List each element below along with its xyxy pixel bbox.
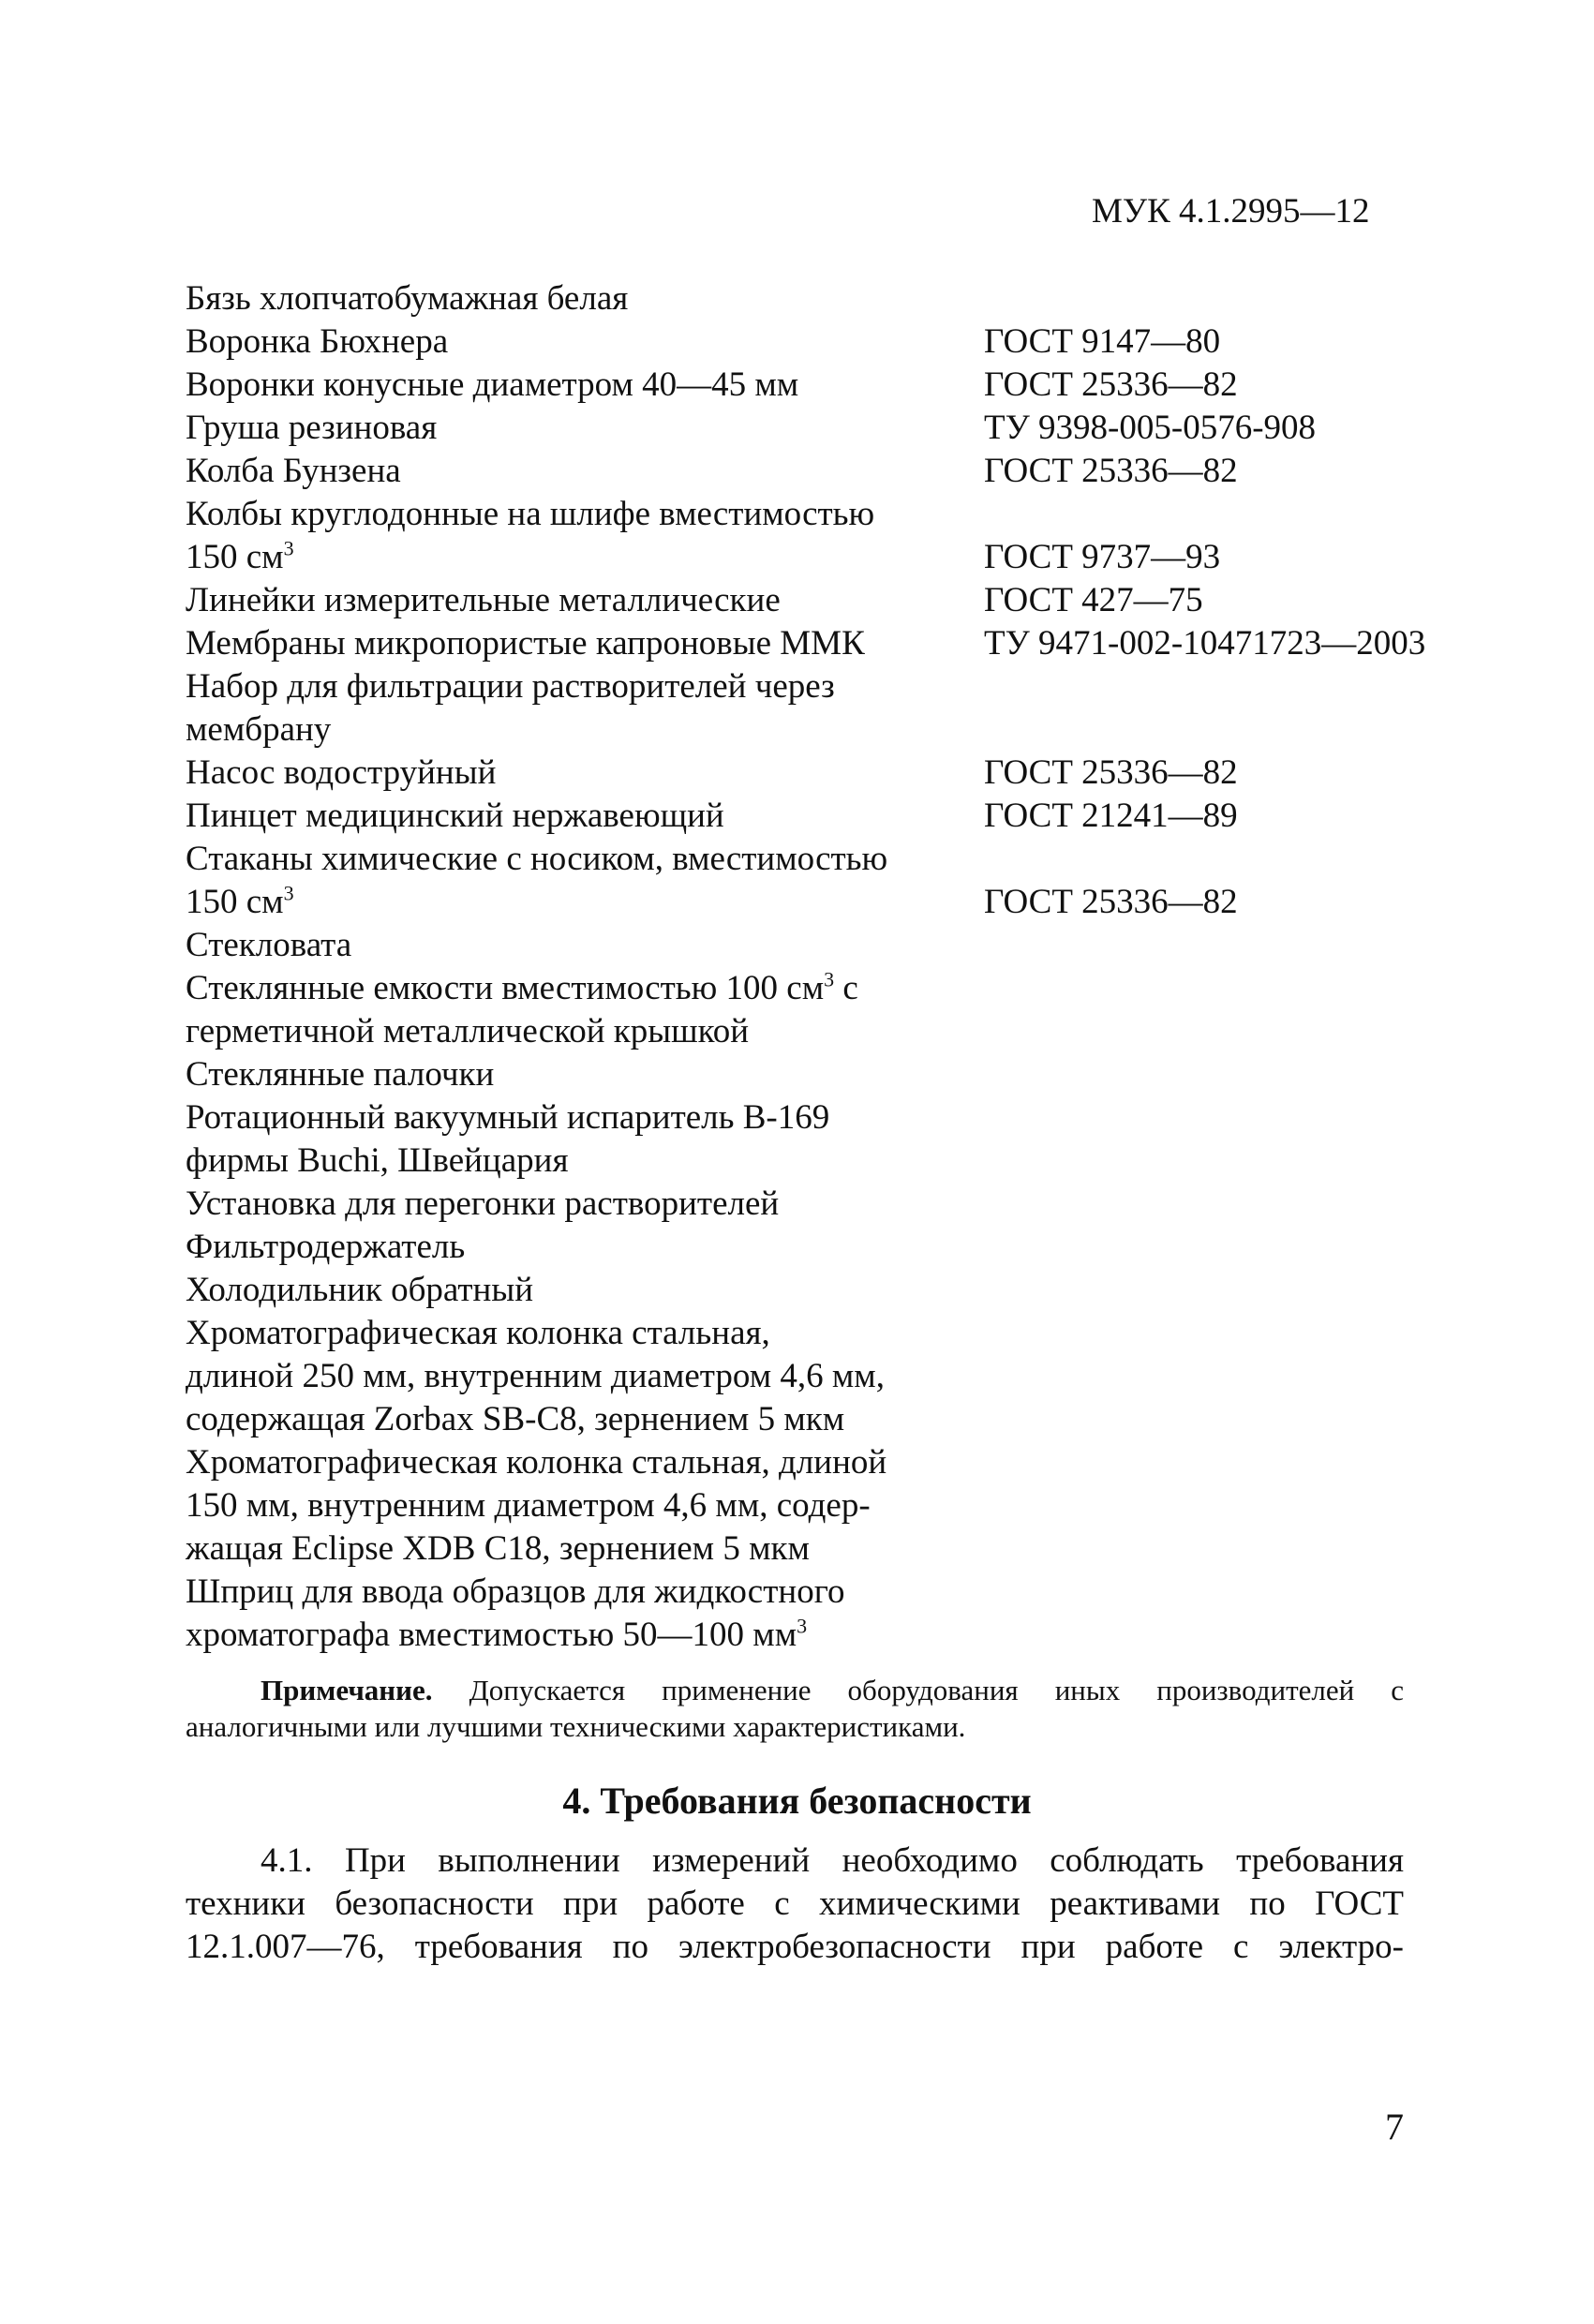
equipment-name-text: Колбы круглодонные на шлифе вместимостью xyxy=(186,495,875,533)
equipment-item xyxy=(186,1096,1451,1183)
equipment-item xyxy=(186,320,1451,364)
equipment-name-line xyxy=(186,364,991,407)
equipment-name-text: Набор для фильтрации растворителей через xyxy=(186,667,835,706)
equipment-name-line xyxy=(186,320,991,364)
note-text: Допускается применение оборудования иных производителей с аналогичными или лучшими техническими характеристиками. xyxy=(186,1674,1404,1743)
equipment-name xyxy=(186,407,991,450)
equipment-name-text: Фильтродержатель xyxy=(186,1228,466,1266)
equipment-item xyxy=(186,924,1451,967)
equipment-standard: ГОСТ 21241—89 xyxy=(984,797,1238,835)
equipment-name-text: Шприц для ввода образцов для жидкостного xyxy=(186,1572,845,1611)
equipment-item xyxy=(186,795,1451,838)
equipment-name xyxy=(186,364,991,407)
equipment-name-text: Хроматографическая колонка стальная, xyxy=(186,1314,770,1352)
equipment-name-line xyxy=(186,881,991,924)
equipment-standard: ТУ 9471-002-10471723—2003 xyxy=(984,624,1426,663)
equipment-item xyxy=(186,493,1451,579)
equipment-name-text: 150 мм, внутренним диаметром 4,6 мм, содер- xyxy=(186,1486,871,1525)
equipment-item xyxy=(186,277,1451,320)
note-paragraph xyxy=(186,1672,1404,1745)
equipment-name-line xyxy=(186,407,991,450)
equipment-item xyxy=(186,1053,1451,1096)
equipment-name-text: Линейки измерительные металлические xyxy=(186,581,781,619)
equipment-name-line xyxy=(186,1312,991,1355)
equipment-item xyxy=(186,1183,1451,1226)
equipment-name-line xyxy=(186,752,991,795)
equipment-standard: ГОСТ 9147—80 xyxy=(984,322,1221,361)
equipment-name xyxy=(186,1441,991,1571)
equipment-name xyxy=(186,752,991,795)
equipment-name xyxy=(186,1096,991,1183)
equipment-name-line xyxy=(186,708,991,752)
doc-code-header: МУК 4.1.2995—12 xyxy=(1092,192,1370,231)
equipment-name-line xyxy=(186,1527,991,1571)
equipment-name-line xyxy=(186,1398,991,1441)
equipment-item xyxy=(186,407,1451,450)
equipment-name-line xyxy=(186,622,991,665)
equipment-list xyxy=(186,277,1451,1657)
equipment-item xyxy=(186,1571,1451,1657)
equipment-name xyxy=(186,1226,991,1269)
equipment-name-text: Стекловата xyxy=(186,926,352,964)
equipment-name-line xyxy=(186,579,991,622)
equipment-standard: ГОСТ 427—75 xyxy=(984,581,1203,619)
section-title: 4. Требования безопасности xyxy=(562,1780,1032,1822)
equipment-name-text: Мембраны микропористые капроновые ММК xyxy=(186,624,865,663)
superscript: 3 xyxy=(797,1614,808,1638)
equipment-name-line xyxy=(186,1269,991,1312)
equipment-item xyxy=(186,1441,1451,1571)
equipment-name-text: мембрану xyxy=(186,710,332,749)
equipment-name-line xyxy=(186,1571,991,1614)
equipment-name xyxy=(186,1183,991,1226)
paragraph-line: 4.1. При выполнении измерений необходимо соблюдать требования xyxy=(261,1841,1404,1880)
equipment-name-text: герметичной металлической крышкой xyxy=(186,1012,749,1050)
equipment-name-line xyxy=(186,1441,991,1484)
equipment-name-line xyxy=(186,924,991,967)
equipment-name-line xyxy=(186,1226,991,1269)
section-paragraph xyxy=(186,1840,1404,1969)
equipment-item xyxy=(186,450,1451,493)
equipment-name-text: Хроматографическая колонка стальная, длиной xyxy=(186,1443,887,1482)
equipment-name-text: Воронки конусные диаметром 40—45 мм xyxy=(186,365,799,404)
equipment-name-line xyxy=(186,1140,991,1183)
equipment-name xyxy=(186,450,991,493)
equipment-name-text: Бязь хлопчатобумажная белая xyxy=(186,279,629,318)
equipment-name-text: длиной 250 мм, внутренним диаметром 4,6 мм, xyxy=(186,1357,885,1395)
equipment-standard: ГОСТ 25336—82 xyxy=(984,365,1238,404)
equipment-name-line xyxy=(186,1096,991,1140)
equipment-standard: ГОСТ 25336—82 xyxy=(984,452,1238,490)
equipment-name-text: хроматографа вместимостью 50—100 мм xyxy=(186,1616,797,1654)
equipment-name xyxy=(186,1269,991,1312)
page-number: 7 xyxy=(1385,2106,1404,2148)
equipment-name-line xyxy=(186,1053,991,1096)
equipment-name-line xyxy=(186,1183,991,1226)
equipment-name-suffix: с xyxy=(834,969,858,1007)
equipment-item xyxy=(186,752,1451,795)
equipment-name xyxy=(186,320,991,364)
equipment-name-text: Груша резиновая xyxy=(186,409,438,447)
equipment-name xyxy=(186,1571,991,1657)
equipment-name-line xyxy=(186,967,991,1010)
equipment-name-text: Установка для перегонки растворителей xyxy=(186,1184,780,1223)
equipment-item xyxy=(186,622,1451,665)
equipment-name xyxy=(186,622,991,665)
equipment-name-text: 150 см xyxy=(186,883,284,921)
equipment-name-line xyxy=(186,450,991,493)
equipment-name-text: Стеклянные палочки xyxy=(186,1055,495,1094)
equipment-name xyxy=(186,579,991,622)
equipment-name-line xyxy=(186,536,991,579)
equipment-name xyxy=(186,1312,991,1441)
equipment-name-text: жащая Eclipse XDB C18, зернением 5 мкм xyxy=(186,1529,810,1568)
equipment-name-text: содержащая Zorbax SB-C8, зернением 5 мкм xyxy=(186,1400,845,1438)
equipment-name xyxy=(186,924,991,967)
equipment-name xyxy=(186,967,991,1053)
equipment-item xyxy=(186,1312,1451,1441)
equipment-name-text: Холодильник обратный xyxy=(186,1271,534,1309)
equipment-item xyxy=(186,665,1451,752)
equipment-name-text: Пинцет медицинский нержавеющий xyxy=(186,797,724,835)
equipment-name-text: Воронка Бюхнера xyxy=(186,322,449,361)
equipment-name-line xyxy=(186,493,991,536)
equipment-name-line xyxy=(186,1614,991,1657)
equipment-name-line xyxy=(186,838,991,881)
equipment-item xyxy=(186,364,1451,407)
equipment-standard: ТУ 9398-005-0576-908 xyxy=(984,409,1317,447)
superscript: 3 xyxy=(283,536,294,560)
equipment-name xyxy=(186,795,991,838)
equipment-name-text: фирмы Buchi, Швейцария xyxy=(186,1141,569,1180)
equipment-standard: ГОСТ 9737—93 xyxy=(984,538,1221,576)
equipment-name-line xyxy=(186,795,991,838)
equipment-item xyxy=(186,838,1451,924)
paragraph-line: 12.1.007—76, требования по электробезопасности при работе с электро- xyxy=(186,1928,1404,1966)
equipment-name-text: Стаканы химические с носиком, вместимостью xyxy=(186,840,888,878)
equipment-name-line xyxy=(186,1010,991,1053)
equipment-name-text: Ротационный вакуумный испаритель В-169 xyxy=(186,1098,830,1137)
equipment-name xyxy=(186,277,991,320)
equipment-standard: ГОСТ 25336—82 xyxy=(984,753,1238,792)
equipment-name xyxy=(186,493,991,579)
equipment-name xyxy=(186,838,991,924)
equipment-name-line xyxy=(186,1484,991,1527)
equipment-item xyxy=(186,967,1451,1053)
equipment-name xyxy=(186,665,991,752)
equipment-item xyxy=(186,579,1451,622)
paragraph-line: техники безопасности при работе с химическими реактивами по ГОСТ xyxy=(186,1885,1404,1923)
equipment-item xyxy=(186,1226,1451,1269)
equipment-name-line xyxy=(186,1355,991,1398)
equipment-name-text: Колба Бунзена xyxy=(186,452,401,490)
equipment-name-text: Стеклянные емкости вместимостью 100 см xyxy=(186,969,825,1007)
equipment-standard: ГОСТ 25336—82 xyxy=(984,883,1238,921)
equipment-name xyxy=(186,1053,991,1096)
equipment-name-text: Насос водоструйный xyxy=(186,753,497,792)
equipment-name-line xyxy=(186,665,991,708)
superscript: 3 xyxy=(824,967,835,991)
equipment-item xyxy=(186,1269,1451,1312)
superscript: 3 xyxy=(283,881,294,905)
equipment-name-line xyxy=(186,277,991,320)
equipment-name-text: 150 см xyxy=(186,538,284,576)
note-label: Примечание. xyxy=(261,1674,433,1706)
